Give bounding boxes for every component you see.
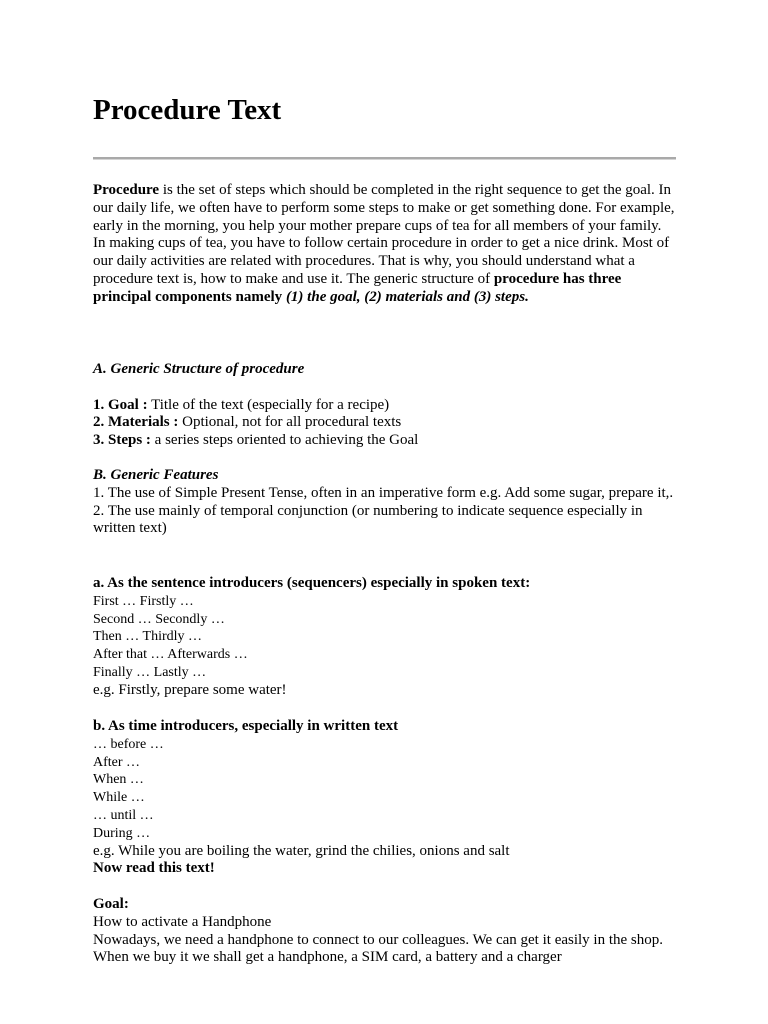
intro-term: Procedure [93, 182, 160, 198]
read-now-label: Now read this text! [93, 860, 215, 877]
time-introducer-item: During … [93, 825, 151, 841]
section-a-heading: A. Generic Structure of procedure [93, 361, 305, 377]
intro-body: is the set of steps which should be completed in the right sequence to get the goal. In our daily life, we often have to perform some steps to make or get something done. For example, early in the morning, you help your mother prepare cups of tea for all members of your family. In making cups of tea, you have to follow certain procedure in order to get a nice drink. Most of our daily activities are related with procedures. That is why, you should understand what a procedure text is, how to make and use it. The generic structure of [93, 182, 675, 287]
sequencer-item: Finally … Lastly … [93, 664, 207, 680]
time-introducers-section [93, 718, 676, 878]
time-introducer-item: While … [93, 790, 145, 806]
sequencer-item: After that … Afterwards … [93, 647, 248, 663]
time-introducer-item: … before … [93, 736, 164, 752]
time-introducer-item: After … [93, 754, 141, 770]
sequencer-item: Then … Thirdly … [93, 629, 203, 645]
goal-section [93, 896, 676, 967]
feature-2: 2. The use mainly of temporal conjunction (or numbering to indicate sequence especially in written text) [93, 502, 643, 537]
time-introducer-example: e.g. While you are boiling the water, grind the chilies, onions and salt [93, 842, 510, 859]
sequencer-item: Second … Secondly … [93, 611, 225, 627]
section-generic-features [93, 467, 676, 538]
sequencer-example: e.g. Firstly, prepare some water! [93, 681, 287, 698]
structure-item: 2. Materials : Optional, not for all procedural texts [93, 414, 402, 431]
page-title: Procedure Text [93, 94, 282, 126]
feature-1: 1. The use of Simple Present Tense, often in an imperative form e.g. Add some sugar, prepare it,. [93, 484, 674, 501]
intro-paragraph [93, 182, 676, 307]
sequencers-section [93, 575, 676, 700]
goal-paragraph: Nowadays, we need a handphone to connect to our colleagues. We can get it easily in the shop. When we buy it we shall get a handphone, a SIM card, a battery and a charger [93, 931, 664, 966]
structure-item: 1. Goal : Title of the text (especially for a recipe) [93, 396, 390, 413]
section-generic-structure [93, 361, 676, 450]
sequencer-item: First … Firstly … [93, 593, 194, 609]
intro-components: (1) the goal, (2) materials and (3) steps. [285, 288, 529, 305]
section-b-heading: B. Generic Features [93, 467, 219, 483]
structure-item: 3. Steps : a series steps oriented to achieving the Goal [93, 432, 419, 449]
horizontal-rule [93, 157, 676, 160]
goal-heading: Goal: [93, 896, 129, 912]
goal-title: How to activate a Handphone [93, 913, 272, 930]
intro-bold-tail: procedure has three principal components namely [93, 270, 622, 305]
time-introducers-heading: b. As time introducers, especially in written text [93, 718, 399, 734]
sequencers-heading: a. As the sentence introducers (sequencers) especially in spoken text: [93, 575, 531, 591]
time-introducer-item: When … [93, 772, 144, 788]
time-introducer-item: … until … [93, 807, 154, 823]
